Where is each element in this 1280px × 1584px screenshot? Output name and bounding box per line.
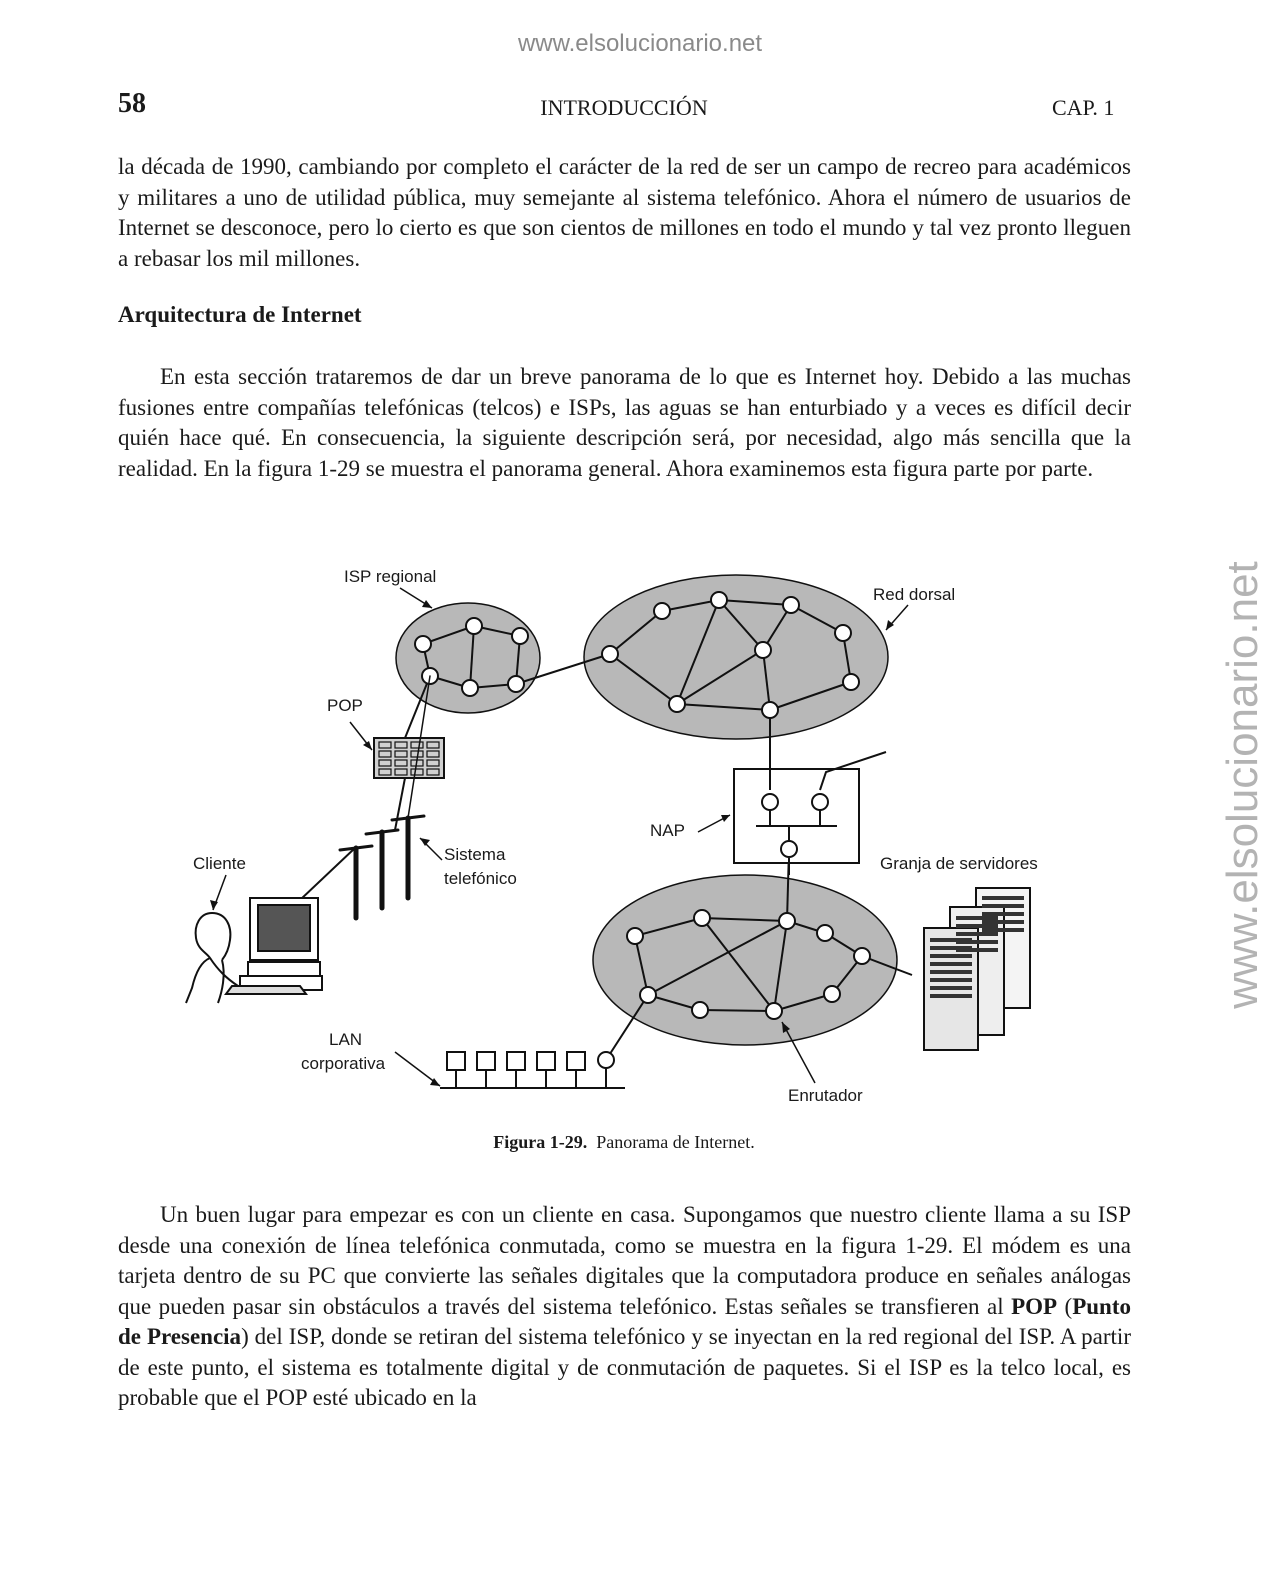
watermark-side: www.elsolucionario.net [1218,561,1267,1009]
paragraph-3 [118,1200,1131,1414]
label-cliente: Cliente [193,854,246,873]
label-granja: Granja de servidores [880,854,1038,873]
paragraph-1: la década de 1990, cambiando por completo el carácter de la red de ser un campo de recreo para académicos y militares a uno de utilidad pública, muy semejante al sistema telefónico. Ahora el número de usuarios de Internet se desconoce, pero lo cierto es que son cientos de millones en todo el mundo y tal vez pronto lleguen a rebasar los mil millones. [118,154,1131,271]
term-pop-full: Punto de Presencia [118,1293,1131,1349]
label-enrutador: Enrutador [788,1086,863,1105]
paragraph-3-part-a: Un buen lugar para empezar es con un cliente en casa. Supongamos que nuestro cliente llama a su ISP desde una conexión de línea telefónica conmutada, como se muestra en la figura 1-29. El módem es una tarjeta dentro de su PC que convierte las señales digitales que la computadora produce en señales análogas que pueden pasar sin obstáculos a través del sistema telefónico. Estas señales se transfieren al [118,1202,1131,1319]
label-lan: LAN [329,1030,363,1049]
label-corporativa: corporativa [301,1054,386,1073]
running-head: INTRODUCCIÓN [540,95,708,120]
server-farm-icon [924,888,1030,1050]
paragraph-2: En esta sección trataremos de dar un breve panorama de lo que es Internet hoy. Debido a las muchas fusiones entre compañías telefónicas (telcos) e ISPs, las aguas se han enturbiado y a veces es difícil decir quién hace qué. En consecuencia, la siguiente descripción será, por necesidad, algo más sencilla que la realidad. En la figura 1-29 se muestra el panorama general. Ahora examinemos esta figura parte por parte. [118,364,1131,481]
watermark-top: www.elsolucionario.net [517,30,763,57]
figure-caption [0,1132,1248,1153]
backbone-cloud [584,575,888,739]
figure-caption-text: Panorama de Internet. [596,1132,755,1152]
label-isp-regional: ISP regional [344,567,437,586]
lower-backbone-cloud [593,875,897,1045]
chapter-label: CAP. 1 [1052,95,1115,120]
paragraph-3-part-c: ) del ISP, donde se retiran del sistema telefónico y se inyectan en la red regional del ISP. A partir de este punto, el sistema es totalmente digital y de conmutación de paquetes. Si el ISP es la telco local, es probable que el POP esté ubicado en la [118,1324,1131,1410]
label-sistema: Sistema [444,845,506,864]
label-pop: POP [327,696,363,715]
lan-icon [440,1052,625,1088]
client-computer-icon [226,898,322,994]
paragraph-3-part-b: ( [1057,1293,1073,1319]
section-heading: Arquitectura de Internet [118,302,362,327]
page-number: 58 [118,88,146,119]
internet-overview-figure [0,555,1280,1115]
term-pop: POP [1011,1293,1058,1319]
label-nap: NAP [650,821,685,840]
label-red-dorsal: Red dorsal [873,585,956,604]
figure-caption-label: Figura 1-29. [493,1132,588,1152]
pop-rack-icon [374,738,444,778]
label-telefonico: telefónico [444,869,517,888]
